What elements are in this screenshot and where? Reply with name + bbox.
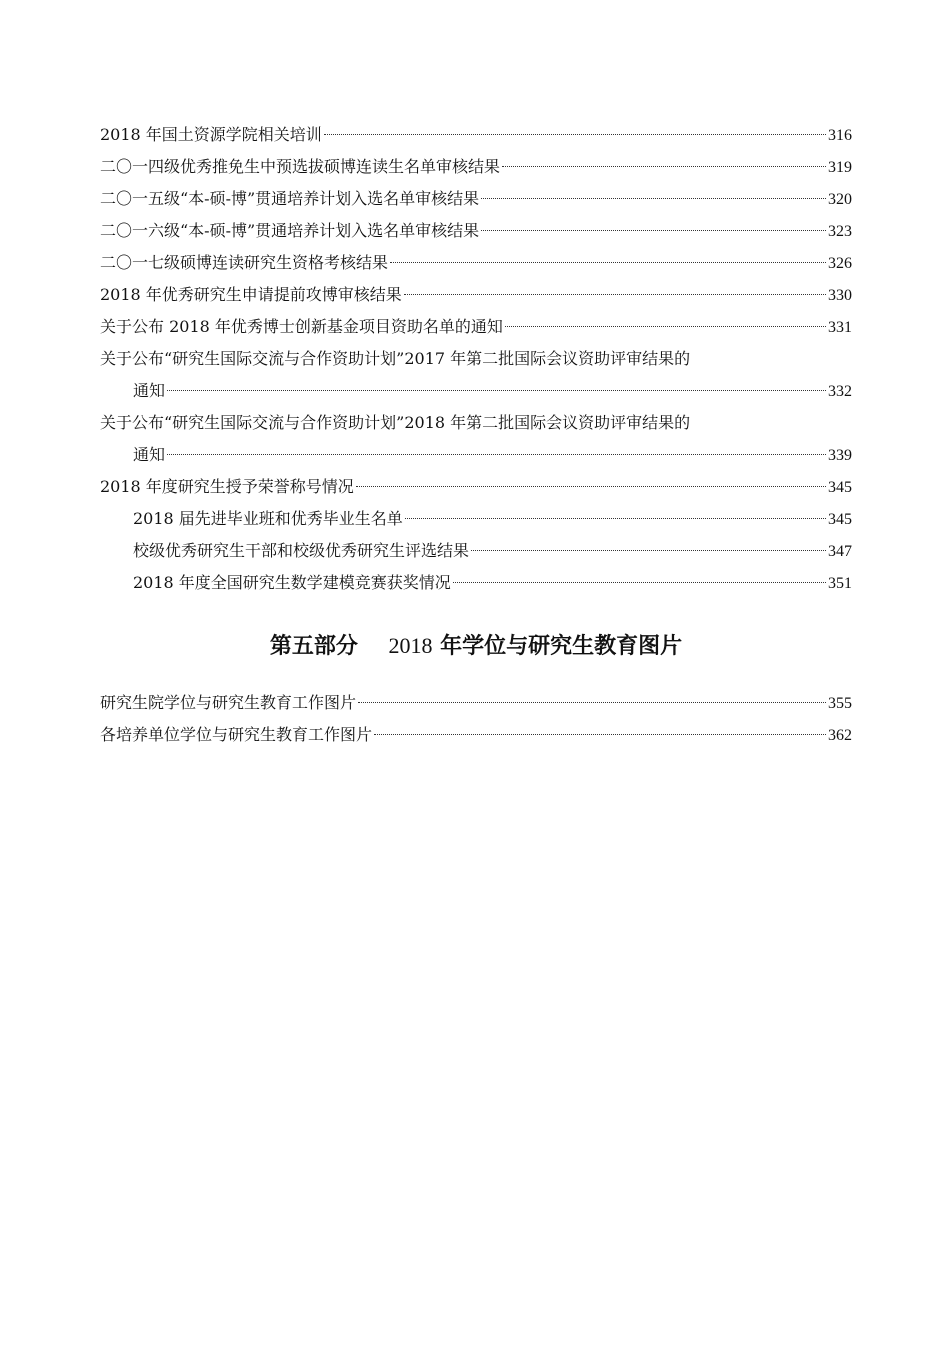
section-heading <box>100 599 852 687</box>
toc-entry-title: 2018 届先进毕业班和优秀毕业生名单 <box>133 509 403 528</box>
toc-entry-title: 校级优秀研究生干部和校级优秀研究生评选结果 <box>133 541 470 560</box>
section-year: 2018 <box>388 633 433 658</box>
dot-leader <box>505 326 826 327</box>
toc-page-number: 323 <box>828 223 852 240</box>
dot-leader <box>356 486 826 487</box>
toc-entry[interactable] <box>100 215 852 247</box>
toc-page-number: 332 <box>828 383 852 400</box>
dot-leader <box>453 582 826 583</box>
toc-entry[interactable] <box>100 279 852 311</box>
dot-leader <box>404 294 826 295</box>
toc-subentry[interactable] <box>100 503 852 535</box>
toc-entry-title: 各培养单位学位与研究生教育工作图片 <box>100 725 373 744</box>
toc-entry[interactable] <box>100 311 852 343</box>
dot-leader <box>481 230 826 231</box>
toc-page-number: 351 <box>828 575 852 592</box>
dot-leader <box>324 134 826 135</box>
toc-entry-wrapped[interactable] <box>100 407 852 471</box>
toc-page-number: 320 <box>828 191 852 208</box>
toc-entry-title: 二〇一七级硕博连读研究生资格考核结果 <box>100 253 389 272</box>
toc-page-number: 316 <box>828 127 852 144</box>
toc-page-number: 347 <box>828 543 852 560</box>
toc-entry-title: 2018 年国土资源学院相关培训 <box>100 125 322 144</box>
toc-entry-title: 关于公布 2018 年优秀博士创新基金项目资助名单的通知 <box>100 317 503 336</box>
toc-entry-title: 研究生院学位与研究生教育工作图片 <box>100 693 357 712</box>
toc-entry-continuation <box>100 439 852 471</box>
toc-entry-title: 二〇一六级“本-硕-博”贯通培养计划入选名单审核结果 <box>100 221 480 240</box>
toc-page-number: 345 <box>828 479 852 496</box>
toc-entry[interactable] <box>100 151 852 183</box>
toc-page-number: 345 <box>828 511 852 528</box>
toc-page-number: 362 <box>828 727 852 744</box>
dot-leader <box>167 390 826 391</box>
toc-page-number: 331 <box>828 319 852 336</box>
toc-entry[interactable] <box>100 183 852 215</box>
section-part: 第五部分 <box>269 634 358 659</box>
dot-leader <box>405 518 826 519</box>
toc-entry-continuation <box>100 375 852 407</box>
toc-entry[interactable] <box>100 687 852 719</box>
toc-entry[interactable] <box>100 247 852 279</box>
toc-entry-title-line2: 通知 <box>133 381 166 400</box>
toc-entry[interactable] <box>100 119 852 151</box>
toc-page-number: 319 <box>828 159 852 176</box>
toc-entry[interactable] <box>100 719 852 751</box>
dot-leader <box>390 262 826 263</box>
toc-entry-title: 二〇一四级优秀推免生中预选拔硕博连读生名单审核结果 <box>100 157 501 176</box>
dot-leader <box>167 454 826 455</box>
dot-leader <box>471 550 826 551</box>
toc-entry-title: 2018 年度研究生授予荣誉称号情况 <box>100 477 354 496</box>
toc-subentry[interactable] <box>100 535 852 567</box>
section-title: 年学位与研究生教育图片 <box>440 634 683 659</box>
toc-entry-title: 2018 年度全国研究生数学建模竞赛获奖情况 <box>133 573 451 592</box>
toc-subentry[interactable] <box>100 567 852 599</box>
toc-page-number: 326 <box>828 255 852 272</box>
dot-leader <box>481 198 826 199</box>
toc-entry-title: 2018 年优秀研究生申请提前攻博审核结果 <box>100 285 402 304</box>
toc-page-number: 355 <box>828 695 852 712</box>
dot-leader <box>502 166 826 167</box>
toc-entry-title: 二〇一五级“本-硕-博”贯通培养计划入选名单审核结果 <box>100 189 480 208</box>
toc-page-number: 330 <box>828 287 852 304</box>
toc-entry-title-line1: 关于公布“研究生国际交流与合作资助计划”2018 年第二批国际会议资助评审结果的 <box>100 413 691 432</box>
table-of-contents <box>100 119 852 751</box>
dot-leader <box>374 734 826 735</box>
toc-entry-title-line2: 通知 <box>133 445 166 464</box>
dot-leader <box>358 702 826 703</box>
toc-entry[interactable] <box>100 471 852 503</box>
toc-entry-wrapped[interactable] <box>100 343 852 407</box>
toc-page-number: 339 <box>828 447 852 464</box>
toc-entry-title-line1: 关于公布“研究生国际交流与合作资助计划”2017 年第二批国际会议资助评审结果的 <box>100 349 691 368</box>
